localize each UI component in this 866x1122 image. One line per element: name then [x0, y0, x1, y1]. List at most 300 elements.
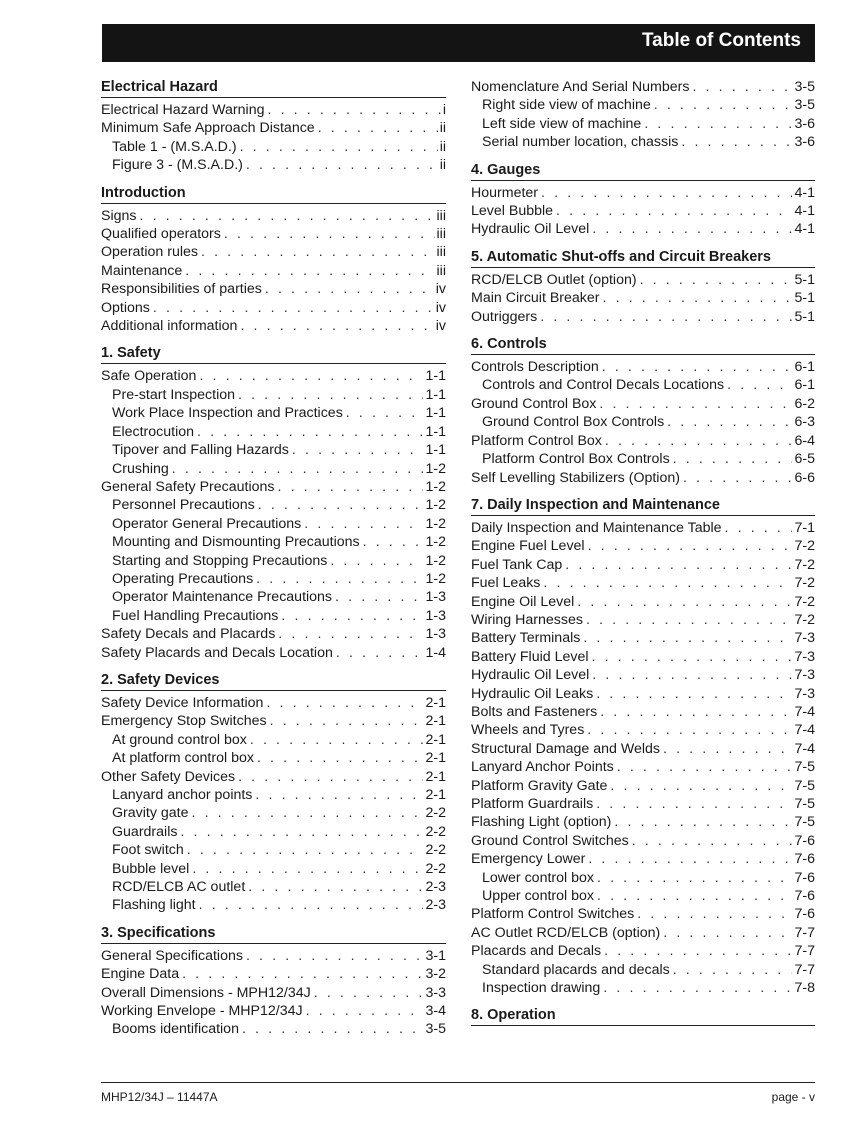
toc-entry-page: 6-4	[794, 432, 815, 449]
dot-leader	[304, 515, 423, 533]
toc-entry[interactable]	[471, 905, 815, 923]
toc-entry-page: 7-4	[794, 722, 815, 739]
toc-entry[interactable]	[101, 262, 446, 280]
dot-leader	[281, 607, 423, 625]
toc-entry-page: ii	[439, 120, 446, 137]
toc-entry-label: Inspection drawing	[482, 980, 601, 997]
toc-entry-page: 5-1	[794, 271, 815, 288]
toc-entry[interactable]	[101, 947, 446, 965]
toc-entry-page: 7-6	[794, 869, 815, 886]
toc-entry-label: Operator General Precautions	[112, 515, 302, 532]
toc-entry[interactable]	[101, 225, 446, 243]
toc-entry-page: 2-1	[425, 713, 446, 730]
toc-entry[interactable]	[471, 942, 815, 960]
toc-entry-page: 3-5	[794, 79, 815, 95]
toc-entry-label: Outriggers	[471, 308, 538, 325]
dot-leader	[543, 574, 792, 592]
toc-entry[interactable]	[471, 413, 815, 431]
toc-entry-label: Safe Operation	[101, 368, 197, 385]
toc-entry-page: 7-4	[794, 703, 815, 720]
toc-entry-page: 4-1	[794, 184, 815, 201]
toc-entry-page: 1-1	[425, 442, 446, 459]
toc-entry[interactable]	[471, 376, 815, 394]
toc-entry-label: Safety Decals and Placards	[101, 626, 276, 643]
dot-leader	[602, 358, 793, 376]
toc-entry[interactable]	[101, 1020, 446, 1038]
dot-leader	[640, 271, 793, 289]
header-banner	[102, 24, 815, 62]
dot-leader	[266, 694, 423, 712]
toc-entry-page: 6-3	[794, 414, 815, 431]
toc-entry[interactable]	[471, 721, 815, 739]
toc-entry-page: 3-3	[425, 984, 446, 1001]
toc-entry[interactable]	[471, 271, 815, 289]
dot-leader	[683, 469, 793, 487]
toc-entry-label: Mounting and Dismounting Precautions	[112, 534, 360, 551]
toc-entry[interactable]	[101, 570, 446, 588]
dot-leader	[604, 942, 792, 960]
toc-entry[interactable]	[471, 795, 815, 813]
toc-entry-page: 2-2	[425, 842, 446, 859]
toc-section	[471, 161, 815, 239]
dot-leader	[292, 441, 424, 459]
dot-leader	[583, 629, 792, 647]
toc-entry[interactable]	[471, 850, 815, 868]
toc-section	[471, 1006, 815, 1026]
toc-entry-page: 2-3	[425, 897, 446, 914]
toc-entry-page: i	[442, 102, 446, 118]
toc-entry[interactable]	[471, 395, 815, 413]
toc-entry-label: Structural Damage and Welds	[471, 740, 660, 757]
toc-entry[interactable]	[101, 965, 446, 983]
toc-entry-label: Operator Maintenance Precautions	[112, 589, 333, 606]
dot-leader	[256, 570, 423, 588]
toc-entry[interactable]	[471, 924, 815, 942]
toc-entry-page: 7-2	[794, 611, 815, 628]
toc-entry-page: ii	[439, 138, 446, 155]
toc-entry-label: Engine Data	[101, 966, 180, 983]
toc-entry[interactable]	[101, 644, 446, 662]
toc-entry-label: Work Place Inspection and Practices	[112, 405, 343, 422]
toc-entry-page: 6-1	[794, 377, 815, 394]
toc-entry[interactable]	[101, 786, 446, 804]
toc-entry[interactable]	[101, 317, 446, 335]
toc-entry-label: Lanyard Anchor Points	[471, 759, 614, 776]
toc-entry[interactable]	[101, 156, 446, 174]
toc-entry-label: Guardrails	[112, 823, 178, 840]
dot-leader	[199, 896, 424, 914]
dot-leader	[577, 593, 792, 611]
toc-entry[interactable]	[101, 625, 446, 643]
toc-entry-page: 2-1	[425, 787, 446, 803]
toc-entry[interactable]	[471, 574, 815, 592]
toc-entry-page: 7-6	[794, 851, 815, 868]
footer-document-id: MHP12/34J – 11447A	[101, 1090, 218, 1104]
toc-entry[interactable]	[101, 1002, 446, 1020]
toc-entry-page: iii	[436, 244, 446, 261]
dot-leader	[224, 225, 435, 243]
toc-entry-page: 7-5	[794, 777, 815, 794]
toc-entry-page: 7-6	[794, 906, 815, 923]
toc-entry-label: Controls and Control Decals Locations	[482, 377, 725, 394]
toc-entry[interactable]	[101, 119, 446, 137]
toc-entry-label: Flashing Light (option)	[471, 814, 612, 831]
toc-entry-page: 7-1	[794, 519, 815, 536]
toc-entry-page: 1-3	[425, 626, 446, 643]
toc-entry-label: Wheels and Tyres	[471, 722, 585, 739]
dot-leader	[614, 813, 792, 831]
toc-entry-label: Platform Guardrails	[471, 796, 594, 812]
toc-entry-label: Table 1 - (M.S.A.D.)	[112, 138, 237, 155]
toc-entry[interactable]	[101, 207, 446, 225]
toc-section	[471, 78, 815, 152]
toc-entry[interactable]	[101, 860, 446, 878]
toc-entry-page: 1-2	[425, 570, 446, 587]
toc-entry-label: At platform control box	[112, 750, 254, 767]
toc-entry-label: Signs	[101, 207, 137, 224]
dot-leader	[306, 1002, 424, 1020]
toc-entry[interactable]	[471, 78, 815, 96]
toc-section	[101, 184, 446, 336]
toc-entry-page: 3-6	[794, 115, 815, 132]
toc-entry-label: Emergency Stop Switches	[101, 713, 267, 730]
toc-entry[interactable]	[101, 552, 446, 570]
toc-entry-page: iii	[436, 226, 446, 243]
toc-entry-label: Main Circuit Breaker	[471, 290, 600, 307]
toc-entry-label: Serial number location, chassis	[482, 134, 679, 151]
toc-section	[101, 671, 446, 915]
toc-entry-page: 7-5	[794, 796, 815, 812]
toc-entry[interactable]	[471, 96, 815, 114]
toc-entry[interactable]	[101, 386, 446, 404]
toc-section	[101, 344, 446, 662]
toc-entry-page: 7-6	[794, 888, 815, 905]
dot-leader	[597, 887, 793, 905]
toc-section	[101, 78, 446, 175]
toc-entry-label: Platform Control Box	[471, 432, 602, 449]
toc-entry[interactable]	[471, 648, 815, 666]
toc-entry[interactable]	[471, 202, 815, 220]
toc-entry-page: 6-5	[794, 451, 815, 468]
toc-entry-label: Safety Placards and Decals Location	[101, 644, 333, 661]
toc-entry-page: 2-1	[425, 731, 446, 748]
toc-entry[interactable]	[101, 768, 446, 786]
toc-entry[interactable]	[471, 813, 815, 831]
toc-entry-label: General Specifications	[101, 947, 243, 964]
toc-entry-label: AC Outlet RCD/ELCB (option)	[471, 924, 661, 941]
toc-entry-page: 1-2	[425, 552, 446, 569]
toc-entry-label: Pre-start Inspection	[112, 386, 236, 403]
toc-entry[interactable]	[101, 496, 446, 514]
toc-entry[interactable]	[101, 299, 446, 317]
toc-entry-page: 1-2	[425, 497, 446, 514]
toc-entry[interactable]	[101, 878, 446, 896]
toc-entry[interactable]	[471, 537, 815, 555]
dot-leader	[242, 1020, 424, 1038]
dot-leader	[172, 460, 424, 478]
toc-entry-label: Starting and Stopping Precautions	[112, 552, 328, 569]
toc-entry-label: Hydraulic Oil Leaks	[471, 685, 594, 702]
toc-entry-label: Figure 3 - (M.S.A.D.)	[112, 157, 243, 174]
toc-entry-label: Qualified operators	[101, 226, 221, 243]
toc-entry-page: 3-5	[425, 1021, 446, 1038]
toc-entry[interactable]	[471, 685, 815, 703]
toc-entry-label: Gravity gate	[112, 805, 189, 822]
toc-entry-page: 7-2	[794, 593, 815, 610]
toc-entry-label: Safety Device Information	[101, 694, 264, 711]
toc-entry[interactable]	[101, 441, 446, 459]
toc-entry-label: Foot switch	[112, 842, 184, 859]
dot-leader	[632, 832, 793, 850]
page-title: Table of Contents	[641, 30, 801, 51]
toc-entry-label: Engine Oil Level	[471, 593, 575, 610]
toc-entry[interactable]	[471, 289, 815, 307]
dot-leader	[192, 860, 423, 878]
toc-entry-page: 7-3	[794, 630, 815, 647]
toc-entry[interactable]	[471, 115, 815, 133]
dot-leader	[727, 376, 792, 394]
toc-entry-page: 3-4	[425, 1003, 446, 1020]
toc-entry-page: 7-3	[794, 685, 815, 702]
section-heading: 7. Daily Inspection and Maintenance	[471, 496, 815, 516]
toc-entry[interactable]	[471, 758, 815, 776]
toc-entry[interactable]	[471, 469, 815, 487]
toc-entry[interactable]	[471, 777, 815, 795]
dot-leader	[199, 367, 423, 385]
toc-entry-label: Ground Control Box Controls	[482, 414, 665, 431]
dot-leader	[599, 395, 792, 413]
toc-entry-page: 1-1	[425, 386, 446, 403]
dot-leader	[258, 496, 424, 514]
toc-entry[interactable]	[101, 460, 446, 478]
dot-leader	[644, 115, 792, 133]
dot-leader	[540, 308, 792, 326]
dot-leader	[673, 961, 793, 979]
toc-entry[interactable]	[471, 703, 815, 721]
toc-section	[101, 924, 446, 1039]
toc-entry-label: Daily Inspection and Maintenance Table	[471, 519, 722, 536]
toc-entry[interactable]	[101, 478, 446, 496]
toc-entry[interactable]	[471, 611, 815, 629]
dot-leader	[565, 556, 792, 574]
toc-entry-label: Responsibilities of parties	[101, 281, 262, 298]
toc-entry-page: 7-2	[794, 538, 815, 555]
dot-leader	[187, 841, 424, 859]
toc-entry[interactable]	[101, 138, 446, 156]
dot-leader	[592, 666, 792, 684]
toc-entry-page: 7-7	[794, 924, 815, 941]
toc-entry-page: 1-4	[425, 644, 446, 661]
toc-entry[interactable]	[471, 740, 815, 758]
toc-entry-label: Lower control box	[482, 869, 594, 886]
toc-entry-page: 2-2	[425, 823, 446, 840]
toc-entry[interactable]	[101, 841, 446, 859]
dot-leader	[257, 749, 424, 767]
dot-leader	[588, 850, 792, 868]
toc-entry[interactable]	[471, 629, 815, 647]
dot-leader	[153, 299, 434, 317]
toc-entry-label: Ground Control Switches	[471, 832, 629, 849]
toc-entry[interactable]	[101, 533, 446, 551]
toc-entry[interactable]	[101, 694, 446, 712]
toc-entry-page: ii	[439, 157, 446, 174]
toc-entry[interactable]	[101, 804, 446, 822]
toc-entry[interactable]	[101, 280, 446, 298]
toc-entry-page: 6-1	[794, 359, 815, 376]
toc-entry[interactable]	[101, 984, 446, 1002]
dot-leader	[336, 644, 424, 662]
dot-leader	[346, 404, 424, 422]
toc-entry-label: Maintenance	[101, 262, 183, 279]
toc-entry-page: 2-1	[425, 750, 446, 767]
toc-entry-page: 1-3	[425, 607, 446, 624]
dot-leader	[363, 533, 424, 551]
toc-entry-page: 1-2	[425, 478, 446, 495]
toc-entry-page: 2-2	[425, 860, 446, 877]
toc-entry-page: iii	[436, 262, 446, 279]
toc-entry-label: Controls Description	[471, 359, 599, 376]
toc-entry-label: Electrocution	[112, 423, 195, 440]
dot-leader	[238, 768, 423, 786]
toc-entry-page: 7-5	[794, 814, 815, 831]
dot-leader	[600, 703, 792, 721]
dot-leader	[541, 184, 792, 202]
toc-entry[interactable]	[101, 423, 446, 441]
footer-page-number: page - v	[771, 1090, 815, 1104]
toc-entry[interactable]	[101, 588, 446, 606]
dot-leader	[610, 777, 792, 795]
dot-leader	[180, 823, 423, 841]
toc-entry[interactable]	[471, 556, 815, 574]
toc-entry-page: 7-4	[794, 740, 815, 757]
toc-entry-page: iv	[435, 318, 446, 335]
toc-entry[interactable]	[101, 367, 446, 385]
toc-entry[interactable]	[101, 243, 446, 261]
toc-entry[interactable]	[471, 450, 815, 468]
dot-leader	[592, 220, 792, 238]
toc-entry[interactable]	[471, 184, 815, 202]
dot-leader	[586, 611, 793, 629]
toc-entry-label: Upper control box	[482, 888, 594, 905]
toc-entry[interactable]	[101, 515, 446, 533]
toc-entry[interactable]	[101, 607, 446, 625]
footer-divider	[101, 1082, 815, 1083]
toc-entry-label: Fuel Handling Precautions	[112, 607, 279, 624]
toc-entry-page: 1-2	[425, 534, 446, 551]
toc-entry-label: Flashing light	[112, 897, 196, 914]
toc-entry[interactable]	[471, 869, 815, 887]
toc-entry-label: Personnel Precautions	[112, 497, 255, 514]
toc-entry[interactable]	[471, 133, 815, 151]
dot-leader	[330, 552, 423, 570]
toc-entry-page: 7-6	[794, 832, 815, 849]
toc-entry[interactable]	[471, 358, 815, 376]
toc-entry-label: Other Safety Devices	[101, 768, 236, 785]
toc-entry[interactable]	[471, 666, 815, 684]
toc-entry-label: Bubble level	[112, 860, 190, 877]
toc-entry[interactable]	[471, 308, 815, 326]
section-heading: 3. Specifications	[101, 924, 446, 944]
toc-entry[interactable]	[471, 832, 815, 850]
toc-entry-label: Standard placards and decals	[482, 961, 670, 978]
toc-entry-label: Operation rules	[101, 244, 198, 261]
toc-entry-label: Placards and Decals	[471, 943, 602, 960]
toc-entry[interactable]	[101, 731, 446, 749]
toc-entry-label: Level Bubble	[471, 203, 554, 220]
toc-entry-page: 2-1	[425, 694, 446, 711]
dot-leader	[617, 758, 793, 776]
toc-entry-label: Minimum Safe Approach Distance	[101, 120, 315, 137]
dot-leader	[267, 101, 440, 119]
dot-leader	[240, 317, 433, 335]
dot-leader	[603, 289, 793, 307]
dot-leader	[250, 731, 424, 749]
toc-entry[interactable]	[471, 887, 815, 905]
toc-entry-label: Battery Terminals	[471, 630, 581, 647]
dot-leader	[596, 685, 792, 703]
toc-entry[interactable]	[471, 593, 815, 611]
dot-leader	[587, 721, 792, 739]
toc-entry[interactable]	[471, 220, 815, 238]
dot-leader	[588, 537, 793, 555]
toc-entry[interactable]	[101, 823, 446, 841]
dot-leader	[278, 625, 423, 643]
toc-entry-label: Hydraulic Oil Level	[471, 221, 590, 238]
dot-leader	[246, 947, 424, 965]
dot-leader	[597, 869, 793, 887]
toc-entry[interactable]	[101, 896, 446, 914]
dot-leader	[663, 924, 792, 942]
dot-leader	[238, 386, 423, 404]
section-heading: 4. Gauges	[471, 161, 815, 181]
dot-leader	[201, 243, 435, 261]
toc-entry-label: Ground Control Box	[471, 395, 597, 412]
toc-entry-label: Wiring Harnesses	[471, 611, 583, 628]
toc-entry[interactable]	[101, 712, 446, 730]
dot-leader	[185, 262, 434, 280]
toc-entry[interactable]	[101, 101, 446, 119]
toc-entry-page: 7-5	[794, 759, 815, 776]
toc-entry[interactable]	[471, 979, 815, 997]
toc-entry[interactable]	[101, 404, 446, 422]
toc-entry-label: Crushing	[112, 460, 169, 477]
toc-entry-label: Bolts and Fasteners	[471, 703, 598, 720]
toc-entry[interactable]	[471, 432, 815, 450]
toc-entry-label: At ground control box	[112, 731, 247, 748]
toc-entry-page: 3-5	[794, 97, 815, 114]
toc-entry-label: Electrical Hazard Warning	[101, 102, 265, 118]
section-heading: 8. Operation	[471, 1006, 815, 1026]
dot-leader	[605, 432, 793, 450]
dot-leader	[637, 905, 792, 923]
section-heading: 6. Controls	[471, 335, 815, 355]
toc-entry-label: Emergency Lower	[471, 851, 586, 868]
toc-entry[interactable]	[471, 961, 815, 979]
toc-entry[interactable]	[471, 519, 815, 537]
toc-entry-label: Lanyard anchor points	[112, 787, 253, 803]
dot-leader	[556, 202, 792, 220]
toc-entry-label: General Safety Precautions	[101, 478, 275, 495]
toc-entry-page: 1-2	[425, 460, 446, 477]
toc-entry-label: Booms identification	[112, 1021, 239, 1038]
toc-entry-label: RCD/ELCB Outlet (option)	[471, 271, 637, 288]
section-heading: Electrical Hazard	[101, 78, 446, 98]
toc-entry-label: Self Levelling Stabilizers (Option)	[471, 469, 680, 486]
dot-leader	[596, 795, 792, 813]
dot-leader	[270, 712, 424, 730]
toc-entry[interactable]	[101, 749, 446, 767]
dot-leader	[725, 519, 793, 537]
